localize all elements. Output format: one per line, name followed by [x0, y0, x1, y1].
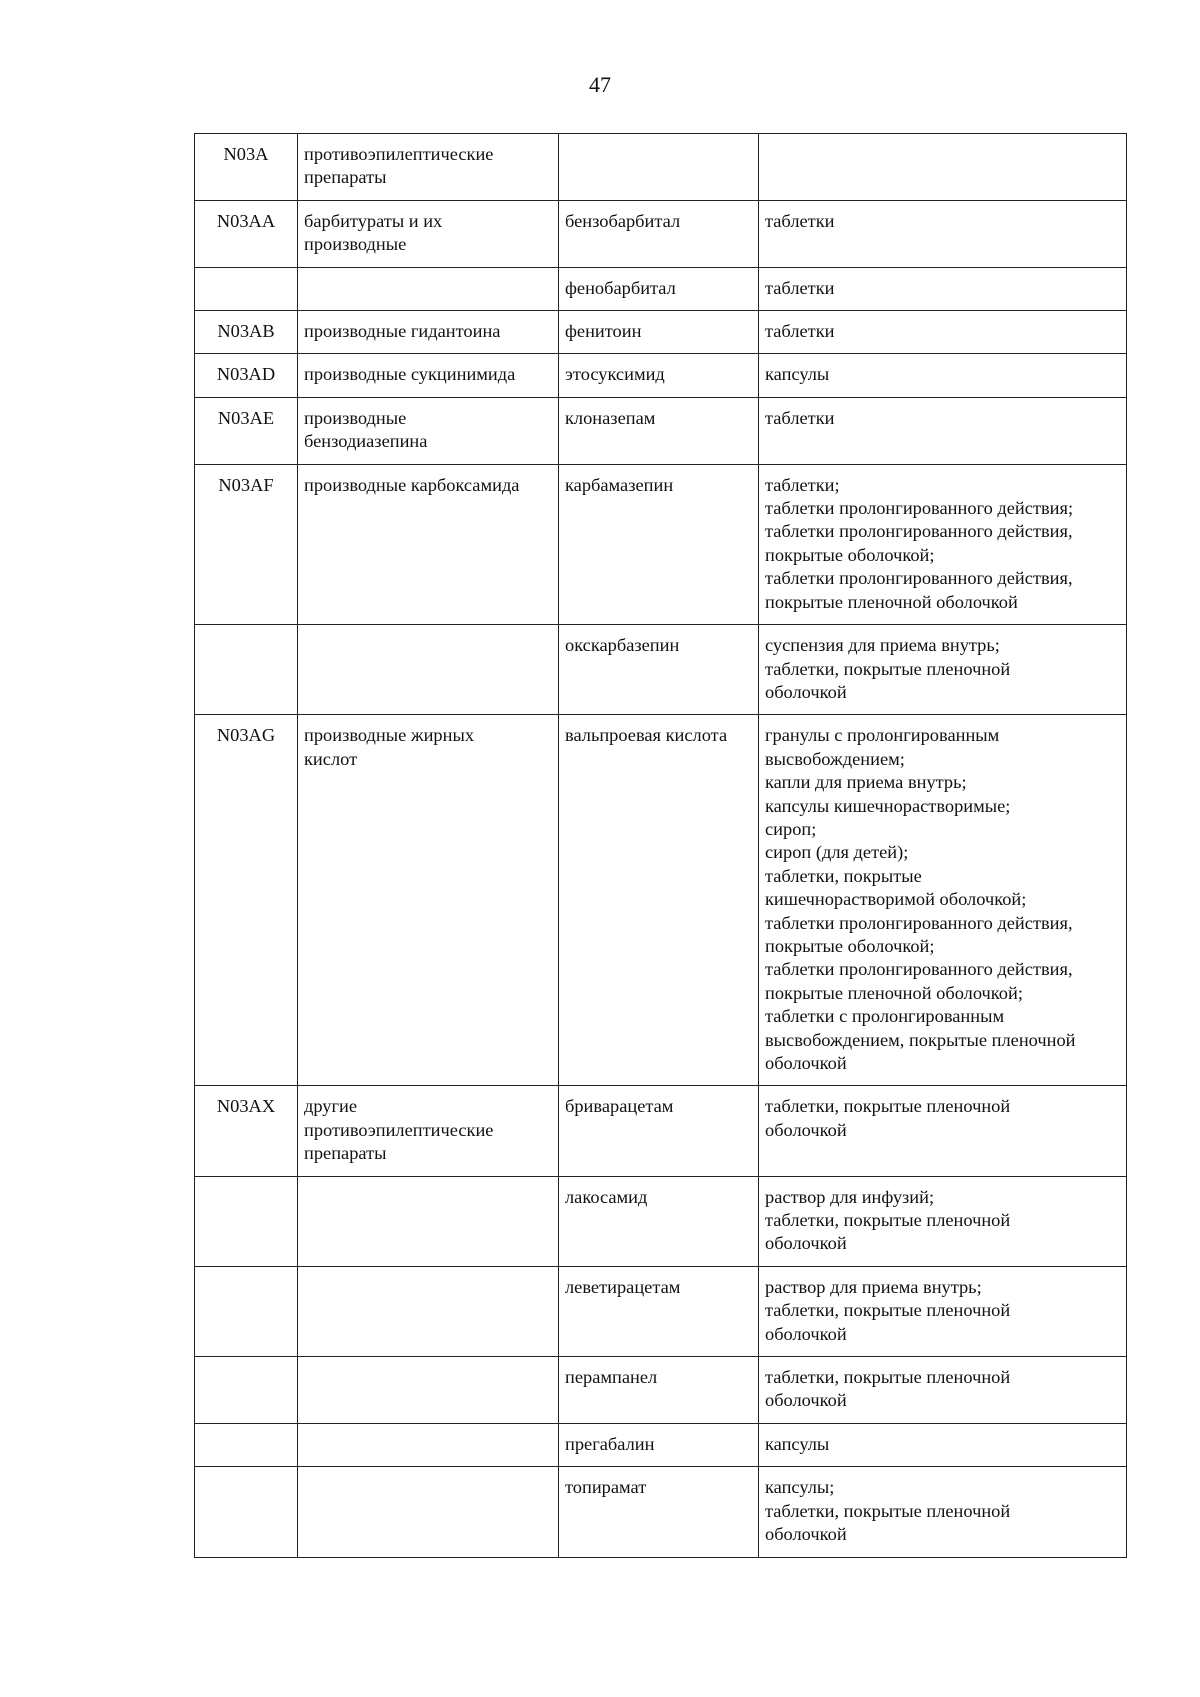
drug-cell: фенитоин: [559, 311, 759, 354]
group-cell: производные сукцинимида: [298, 354, 559, 397]
atc-code-cell: [195, 1357, 298, 1424]
atc-code-cell: N03AE: [195, 397, 298, 464]
drug-cell: бриварацетам: [559, 1086, 759, 1176]
form-cell: таблетки: [759, 200, 1127, 267]
group-cell: другие противоэпилептические препараты: [298, 1086, 559, 1176]
table-row: [195, 1266, 1127, 1356]
group-cell: противоэпилептические препараты: [298, 134, 559, 201]
atc-code-cell: N03AF: [195, 464, 298, 624]
drug-cell: лакосамид: [559, 1176, 759, 1266]
form-cell: раствор для приема внутрь; таблетки, покрытые пленочной оболочкой: [759, 1266, 1127, 1356]
atc-code-cell: [195, 625, 298, 715]
form-cell: гранулы с пролонгированным высвобождением; капли для приема внутрь; капсулы кишечнорастворимые; сироп; сироп (для детей); таблетки, покрытые кишечнорастворимой оболочкой; таблетки пролонгированного действия, покрытые оболочкой; таблетки пролонгированного действия, покрытые пленочной оболочкой; таблетки с пролонгированным высвобождением, покрытые пленочной оболочкой: [759, 715, 1127, 1086]
table-row: [195, 1086, 1127, 1176]
atc-code-cell: N03AA: [195, 200, 298, 267]
table-row: [195, 1357, 1127, 1424]
atc-code-cell: N03AG: [195, 715, 298, 1086]
drug-cell: клоназепам: [559, 397, 759, 464]
form-cell: таблетки: [759, 267, 1127, 310]
atc-code-cell: N03AX: [195, 1086, 298, 1176]
atc-code-cell: [195, 267, 298, 310]
table-row: [195, 1423, 1127, 1466]
table-row: [195, 1176, 1127, 1266]
page-number: 47: [589, 72, 611, 97]
table-row: [195, 354, 1127, 397]
atc-code-cell: N03A: [195, 134, 298, 201]
group-cell: [298, 1467, 559, 1557]
table-row: [195, 311, 1127, 354]
drug-cell: перампанел: [559, 1357, 759, 1424]
table-row: [195, 625, 1127, 715]
group-cell: производные бензодиазепина: [298, 397, 559, 464]
drug-cell: [559, 134, 759, 201]
group-cell: производные жирных кислот: [298, 715, 559, 1086]
group-cell: производные карбоксамида: [298, 464, 559, 624]
form-cell: суспензия для приема внутрь; таблетки, покрытые пленочной оболочкой: [759, 625, 1127, 715]
drug-cell: бензобарбитал: [559, 200, 759, 267]
drug-cell: окскарбазепин: [559, 625, 759, 715]
form-cell: капсулы; таблетки, покрытые пленочной оболочкой: [759, 1467, 1127, 1557]
form-cell: таблетки, покрытые пленочной оболочкой: [759, 1086, 1127, 1176]
atc-code-cell: [195, 1176, 298, 1266]
drug-cell: фенобарбитал: [559, 267, 759, 310]
group-cell: [298, 1357, 559, 1424]
form-cell: таблетки, покрытые пленочной оболочкой: [759, 1357, 1127, 1424]
table-row: [195, 267, 1127, 310]
group-cell: [298, 267, 559, 310]
atc-code-cell: [195, 1266, 298, 1356]
drug-cell: карбамазепин: [559, 464, 759, 624]
drug-cell: топирамат: [559, 1467, 759, 1557]
form-cell: таблетки: [759, 397, 1127, 464]
group-cell: барбитураты и их производные: [298, 200, 559, 267]
drug-cell: вальпроевая кислота: [559, 715, 759, 1086]
form-cell: раствор для инфузий; таблетки, покрытые пленочной оболочкой: [759, 1176, 1127, 1266]
atc-code-cell: [195, 1467, 298, 1557]
table-row: [195, 200, 1127, 267]
drug-cell: этосуксимид: [559, 354, 759, 397]
group-cell: [298, 1176, 559, 1266]
table-row: [195, 715, 1127, 1086]
table-row: [195, 134, 1127, 201]
group-cell: [298, 1266, 559, 1356]
form-cell: таблетки; таблетки пролонгированного действия; таблетки пролонгированного действия, покрытые оболочкой; таблетки пролонгированного действия, покрытые пленочной оболочкой: [759, 464, 1127, 624]
group-cell: [298, 1423, 559, 1466]
drug-cell: леветирацетам: [559, 1266, 759, 1356]
table-row: [195, 397, 1127, 464]
drug-table: [194, 133, 1127, 1558]
form-cell: капсулы: [759, 1423, 1127, 1466]
group-cell: производные гидантоина: [298, 311, 559, 354]
table-row: [195, 1467, 1127, 1557]
atc-code-cell: N03AB: [195, 311, 298, 354]
table-row: [195, 464, 1127, 624]
form-cell: таблетки: [759, 311, 1127, 354]
atc-code-cell: [195, 1423, 298, 1466]
form-cell: капсулы: [759, 354, 1127, 397]
drug-cell: прегабалин: [559, 1423, 759, 1466]
group-cell: [298, 625, 559, 715]
table-body: [195, 134, 1127, 1558]
atc-code-cell: N03AD: [195, 354, 298, 397]
form-cell: [759, 134, 1127, 201]
